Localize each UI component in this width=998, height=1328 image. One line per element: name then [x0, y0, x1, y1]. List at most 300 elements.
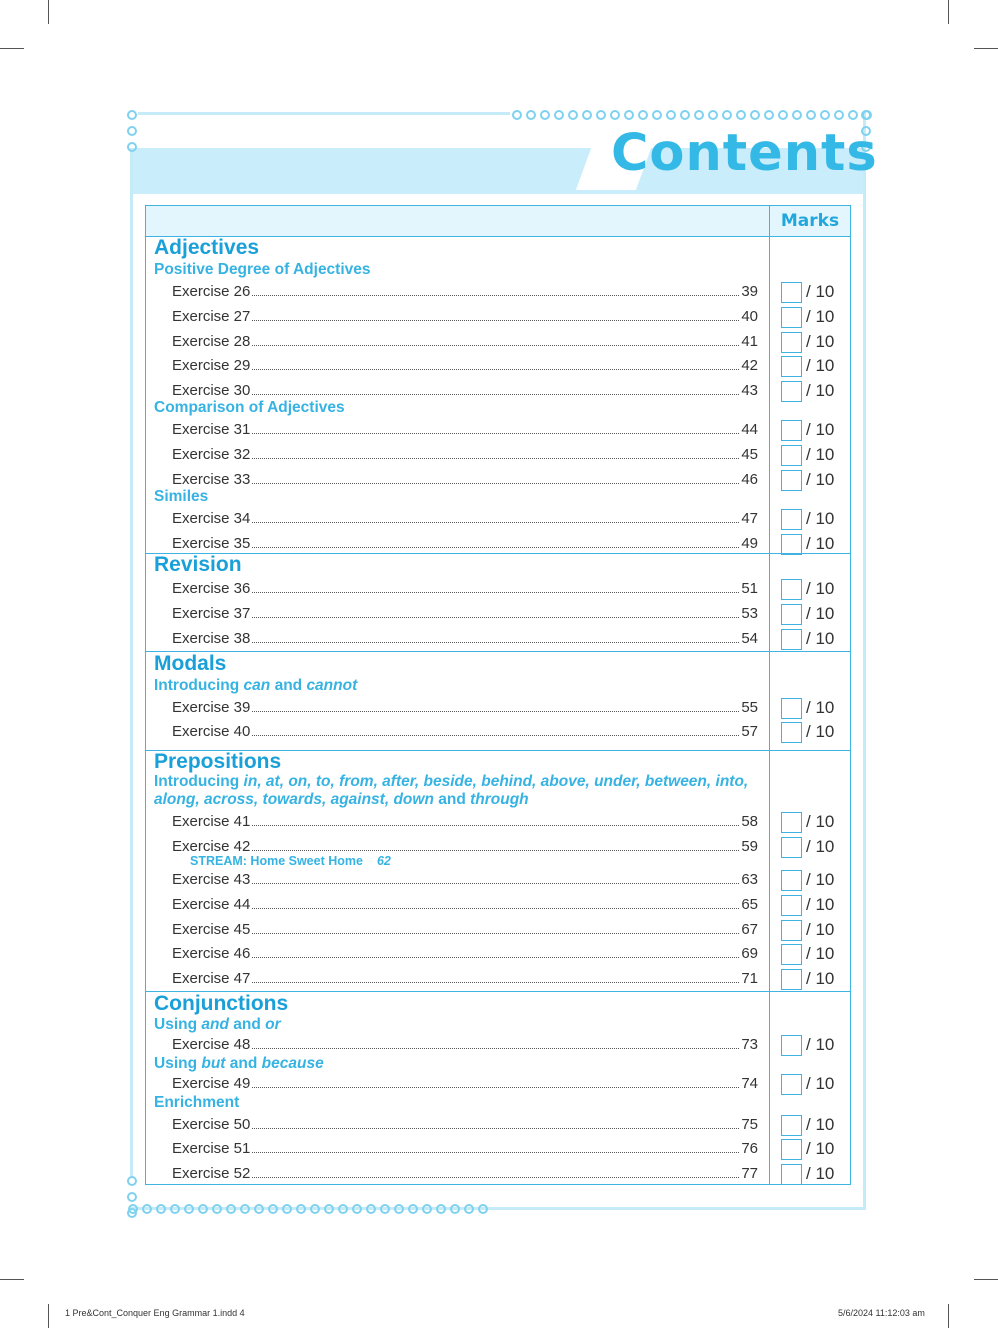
marks-total: / 10: [806, 579, 835, 598]
border-dot: [184, 1204, 194, 1214]
exercise-label: Exercise 47: [172, 970, 251, 987]
crop-mark: [48, 0, 49, 24]
exercise-row: [172, 810, 758, 830]
dot-leader: [252, 1048, 739, 1049]
dot-leader: [252, 522, 739, 523]
marks-cell: [781, 280, 851, 304]
marks-total: / 10: [806, 356, 835, 375]
marks-cell: [781, 1072, 851, 1096]
marks-cell: [781, 577, 851, 601]
marks-input-box[interactable]: [781, 1035, 802, 1056]
exercise-row: [172, 532, 758, 552]
subsection-heading-part: or: [265, 1016, 281, 1033]
page-number: 58: [741, 813, 758, 830]
exercise-label: Exercise 33: [172, 471, 251, 488]
subsection-heading: [154, 1016, 764, 1034]
subsection-heading: Positive Degree of Adjectives: [154, 261, 371, 278]
section-divider: [146, 553, 850, 554]
marks-input-box[interactable]: [781, 629, 802, 650]
marks-input-box[interactable]: [781, 356, 802, 377]
crop-mark: [948, 1304, 949, 1328]
column-divider: [769, 206, 770, 1184]
dot-leader: [252, 547, 739, 548]
border-dot: [198, 1204, 208, 1214]
subsection-heading-part: and: [201, 1016, 229, 1033]
border-dot: [820, 110, 830, 120]
marks-total: / 10: [806, 1139, 835, 1158]
border-dot: [352, 1204, 362, 1214]
exercise-label: Exercise 40: [172, 723, 251, 740]
border-dot: [680, 110, 690, 120]
exercise-row: [172, 1033, 758, 1053]
border-dot: [638, 110, 648, 120]
border-dot: [464, 1204, 474, 1214]
border-dot: [324, 1204, 334, 1214]
exercise-row: [172, 379, 758, 399]
marks-total: / 10: [806, 1164, 835, 1183]
exercise-row: [172, 696, 758, 716]
exercise-label: Exercise 31: [172, 421, 251, 438]
marks-input-box[interactable]: [781, 420, 802, 441]
marks-total: / 10: [806, 1115, 835, 1134]
border-dot: [722, 110, 732, 120]
marks-cell: [781, 468, 851, 492]
exercise-label: Exercise 35: [172, 535, 251, 552]
marks-cell: [781, 918, 851, 942]
exercise-row: [172, 577, 758, 597]
marks-cell: [781, 720, 851, 744]
dot-leader: [252, 735, 739, 736]
page-number: 51: [741, 580, 758, 597]
border-dot: [540, 110, 550, 120]
border-dot: [652, 110, 662, 120]
border-dot: [568, 110, 578, 120]
exercise-label: Exercise 27: [172, 308, 251, 325]
exercise-label: Exercise 50: [172, 1116, 251, 1133]
marks-input-box[interactable]: [781, 1139, 802, 1160]
marks-cell: [781, 507, 851, 531]
exercise-label: Exercise 26: [172, 283, 251, 300]
exercise-row: [172, 602, 758, 622]
exercise-row: [172, 507, 758, 527]
exercise-row: [172, 868, 758, 888]
dot-leader: [252, 850, 739, 851]
marks-total: / 10: [806, 920, 835, 939]
page-number: 41: [741, 333, 758, 350]
border-dot: [422, 1204, 432, 1214]
border-dot: [436, 1204, 446, 1214]
border-dot: [512, 110, 522, 120]
dot-leader: [252, 883, 739, 884]
marks-input-box[interactable]: [781, 604, 802, 625]
marks-total: / 10: [806, 944, 835, 963]
page-number: 76: [741, 1140, 758, 1157]
stream-project: [190, 854, 391, 868]
dot-leader: [252, 1128, 739, 1129]
exercise-row: [172, 1137, 758, 1157]
border-dot: [127, 1208, 137, 1218]
exercise-label: Exercise 37: [172, 605, 251, 622]
border-dot: [610, 110, 620, 120]
border-dot: [282, 1204, 292, 1214]
page-number: 42: [741, 357, 758, 374]
page-number: 74: [741, 1075, 758, 1092]
subsection-heading-part: in, at, on, to, from, after, beside, behind, above, under, between, into, along, across, towards, against, down: [154, 773, 749, 808]
marks-cell: [781, 967, 851, 991]
dot-leader: [252, 825, 739, 826]
border-dot: [127, 142, 137, 152]
exercise-label: Exercise 48: [172, 1036, 251, 1053]
page-number: 54: [741, 630, 758, 647]
crop-mark: [974, 48, 998, 49]
frame-top-line: [138, 112, 510, 115]
border-dot: [156, 1204, 166, 1214]
page-number: 77: [741, 1165, 758, 1182]
border-dot: [127, 1192, 137, 1202]
dotted-border-top: [512, 110, 872, 120]
subsection-heading-part: Introducing: [154, 773, 244, 790]
marks-cell: [781, 532, 851, 556]
marks-input-box[interactable]: [781, 534, 802, 555]
marks-input-box[interactable]: [781, 470, 802, 491]
marks-cell: [781, 330, 851, 354]
page-number: 44: [741, 421, 758, 438]
page-number: 63: [741, 871, 758, 888]
marks-input-box[interactable]: [781, 1115, 802, 1136]
marks-total: / 10: [806, 420, 835, 439]
frame-left-line: [130, 148, 133, 1178]
exercise-label: Exercise 51: [172, 1140, 251, 1157]
exercise-label: Exercise 46: [172, 945, 251, 962]
marks-total: / 10: [806, 1035, 835, 1054]
exercise-label: Exercise 42: [172, 838, 251, 855]
subsection-heading-part: can: [243, 677, 271, 694]
border-dot: [792, 110, 802, 120]
exercise-label: Exercise 44: [172, 896, 251, 913]
marks-total: / 10: [806, 332, 835, 351]
marks-input-box[interactable]: [781, 870, 802, 891]
border-dot: [212, 1204, 222, 1214]
page-number: 67: [741, 921, 758, 938]
subsection-heading-part: Introducing: [154, 677, 244, 694]
subsection-heading-part: because: [261, 1055, 324, 1072]
border-dot: [380, 1204, 390, 1214]
marks-cell: [781, 1113, 851, 1137]
page-number: 59: [741, 838, 758, 855]
dot-leader: [252, 458, 739, 459]
exercise-row: [172, 893, 758, 913]
marks-total: / 10: [806, 307, 835, 326]
exercise-label: Exercise 41: [172, 813, 251, 830]
marks-cell: [781, 1162, 851, 1186]
page-number: 43: [741, 382, 758, 399]
marks-input-box[interactable]: [781, 722, 802, 743]
page-number: 47: [741, 510, 758, 527]
marks-total: / 10: [806, 837, 835, 856]
exercise-label: Exercise 28: [172, 333, 251, 350]
exercise-row: [172, 1162, 758, 1182]
contents-table: [145, 205, 851, 1185]
marks-total: / 10: [806, 870, 835, 889]
dot-leader: [252, 1177, 739, 1178]
exercise-label: Exercise 38: [172, 630, 251, 647]
page-number: 53: [741, 605, 758, 622]
marks-total: / 10: [806, 812, 835, 831]
exercise-label: Exercise 52: [172, 1165, 251, 1182]
marks-cell: [781, 443, 851, 467]
border-dot: [478, 1204, 488, 1214]
exercise-row: [172, 280, 758, 300]
border-dot: [408, 1204, 418, 1214]
marks-cell: [781, 602, 851, 626]
dotted-border-left: [127, 110, 137, 152]
border-dot: [394, 1204, 404, 1214]
subsection-heading-part: and: [228, 1016, 266, 1033]
page-number: 71: [741, 970, 758, 987]
section-divider: [146, 651, 850, 652]
exercise-row: [172, 1072, 758, 1092]
dot-leader: [252, 711, 739, 712]
marks-cell: [781, 893, 851, 917]
marks-total: / 10: [806, 895, 835, 914]
border-dot: [254, 1204, 264, 1214]
exercise-label: Exercise 32: [172, 446, 251, 463]
table-header: [146, 206, 850, 237]
subsection-heading-part: and: [433, 791, 471, 808]
marks-input-box[interactable]: [781, 381, 802, 402]
marks-total: / 10: [806, 534, 835, 553]
border-dot: [226, 1204, 236, 1214]
exercise-row: [172, 354, 758, 374]
dot-leader: [252, 433, 739, 434]
marks-input-box[interactable]: [781, 282, 802, 303]
marks-input-box[interactable]: [781, 509, 802, 530]
exercise-label: Exercise 34: [172, 510, 251, 527]
border-dot: [142, 1204, 152, 1214]
marks-input-box[interactable]: [781, 920, 802, 941]
exercise-row: [172, 720, 758, 740]
border-dot: [526, 110, 536, 120]
dot-leader: [252, 1087, 739, 1088]
subsection-heading-part: cannot: [306, 677, 358, 694]
marks-input-box[interactable]: [781, 1074, 802, 1095]
frame-bottom-line: [493, 1207, 866, 1210]
exercise-row: [172, 443, 758, 463]
exercise-label: Exercise 36: [172, 580, 251, 597]
border-dot: [778, 110, 788, 120]
subsection-heading-part: and: [270, 677, 307, 694]
section-heading: Modals: [154, 652, 227, 675]
marks-input-box[interactable]: [781, 812, 802, 833]
page-number: 46: [741, 471, 758, 488]
exercise-row: [172, 627, 758, 647]
dotted-border-left-bottom: [127, 1176, 137, 1218]
border-dot: [296, 1204, 306, 1214]
page-number: 49: [741, 535, 758, 552]
subsection-heading-part: Using: [154, 1055, 202, 1072]
page-number: 55: [741, 699, 758, 716]
dot-leader: [252, 982, 739, 983]
border-dot: [582, 110, 592, 120]
marks-input-box[interactable]: [781, 332, 802, 353]
exercise-row: [172, 330, 758, 350]
marks-cell: [781, 418, 851, 442]
border-dot: [127, 126, 137, 136]
dot-leader: [252, 908, 739, 909]
footer-timestamp: 5/6/2024 11:12:03 am: [838, 1308, 925, 1318]
border-dot: [338, 1204, 348, 1214]
section-heading: Prepositions: [154, 750, 282, 773]
exercise-row: [172, 942, 758, 962]
exercise-row: [172, 918, 758, 938]
border-dot: [310, 1204, 320, 1214]
marks-cell: [781, 1137, 851, 1161]
marks-cell: [781, 379, 851, 403]
border-dot: [694, 110, 704, 120]
exercise-row: [172, 835, 758, 855]
marks-input-box[interactable]: [781, 445, 802, 466]
page-number: 40: [741, 308, 758, 325]
exercise-label: Exercise 49: [172, 1075, 251, 1092]
dot-leader: [252, 295, 739, 296]
marks-column-header: Marks: [780, 211, 840, 231]
exercise-row: [172, 305, 758, 325]
dot-leader: [252, 483, 739, 484]
marks-input-box[interactable]: [781, 837, 802, 858]
crop-mark: [974, 1279, 998, 1280]
border-dot: [127, 110, 137, 120]
page-number: 45: [741, 446, 758, 463]
marks-input-box[interactable]: [781, 944, 802, 965]
page-title: Contents: [611, 124, 878, 183]
marks-input-box[interactable]: [781, 698, 802, 719]
marks-cell: [781, 868, 851, 892]
subsection-heading: Similes: [154, 488, 209, 505]
border-dot: [848, 110, 858, 120]
stream-label: STREAM: Home Sweet Home: [190, 854, 363, 868]
border-dot: [806, 110, 816, 120]
border-dot: [764, 110, 774, 120]
subsection-heading: [154, 1055, 764, 1073]
border-dot: [750, 110, 760, 120]
marks-input-box[interactable]: [781, 969, 802, 990]
dot-leader: [252, 617, 739, 618]
marks-input-box[interactable]: [781, 895, 802, 916]
subsection-heading-part: through: [470, 791, 529, 808]
crop-mark: [948, 0, 949, 24]
marks-input-box[interactable]: [781, 307, 802, 328]
border-dot: [268, 1204, 278, 1214]
page-number: 75: [741, 1116, 758, 1133]
dot-leader: [252, 933, 739, 934]
border-dot: [554, 110, 564, 120]
border-dot: [366, 1204, 376, 1214]
dot-leader: [252, 394, 739, 395]
border-dot: [127, 1176, 137, 1186]
exercise-row: [172, 468, 758, 488]
marks-total: / 10: [806, 445, 835, 464]
marks-cell: [781, 835, 851, 859]
border-dot: [596, 110, 606, 120]
marks-cell: [781, 696, 851, 720]
marks-cell: [781, 305, 851, 329]
marks-cell: [781, 1033, 851, 1057]
border-dot: [450, 1204, 460, 1214]
page-number: 73: [741, 1036, 758, 1053]
dot-leader: [252, 592, 739, 593]
footer-filename: 1 Pre&Cont_Conquer Eng Grammar 1.indd 4: [65, 1308, 245, 1318]
marks-total: / 10: [806, 1074, 835, 1093]
subsection-heading: Enrichment: [154, 1094, 240, 1111]
dotted-border-bottom: [128, 1204, 488, 1214]
subsection-heading-part: and: [225, 1055, 262, 1072]
page-number: 69: [741, 945, 758, 962]
dot-leader: [252, 345, 739, 346]
page-number: 39: [741, 283, 758, 300]
border-dot: [736, 110, 746, 120]
marks-cell: [781, 354, 851, 378]
dot-leader: [252, 1152, 739, 1153]
marks-total: / 10: [806, 282, 835, 301]
subsection-heading-part: Using: [154, 1016, 202, 1033]
exercise-row: [172, 967, 758, 987]
border-dot: [861, 110, 871, 120]
dot-leader: [252, 957, 739, 958]
marks-total: / 10: [806, 969, 835, 988]
subsection-heading: [154, 677, 764, 695]
exercise-label: Exercise 43: [172, 871, 251, 888]
exercise-row: [172, 1113, 758, 1133]
marks-input-box[interactable]: [781, 579, 802, 600]
exercise-label: Exercise 45: [172, 921, 251, 938]
dot-leader: [252, 642, 739, 643]
dot-leader: [252, 369, 739, 370]
marks-total: / 10: [806, 470, 835, 489]
stream-page-number: 62: [376, 854, 391, 868]
border-dot: [624, 110, 634, 120]
subsection-heading: [154, 773, 764, 809]
border-dot: [170, 1204, 180, 1214]
dot-leader: [252, 320, 739, 321]
border-dot: [240, 1204, 250, 1214]
marks-total: / 10: [806, 698, 835, 717]
section-heading: Adjectives: [154, 236, 260, 259]
subsection-heading-part: but: [201, 1055, 226, 1072]
crop-mark: [0, 48, 24, 49]
border-dot: [708, 110, 718, 120]
border-dot: [666, 110, 676, 120]
section-heading: Conjunctions: [154, 992, 289, 1015]
subsection-heading: Comparison of Adjectives: [154, 399, 345, 416]
border-dot: [834, 110, 844, 120]
marks-total: / 10: [806, 629, 835, 648]
marks-total: / 10: [806, 381, 835, 400]
exercise-label: Exercise 30: [172, 382, 251, 399]
marks-total: / 10: [806, 722, 835, 741]
marks-cell: [781, 627, 851, 651]
page-number: 65: [741, 896, 758, 913]
marks-total: / 10: [806, 604, 835, 623]
marks-cell: [781, 810, 851, 834]
exercise-row: [172, 418, 758, 438]
exercise-label: Exercise 29: [172, 357, 251, 374]
section-heading: Revision: [154, 553, 242, 576]
crop-mark: [0, 1279, 24, 1280]
marks-cell: [781, 942, 851, 966]
exercise-label: Exercise 39: [172, 699, 251, 716]
marks-input-box[interactable]: [781, 1164, 802, 1185]
crop-mark: [48, 1304, 49, 1328]
